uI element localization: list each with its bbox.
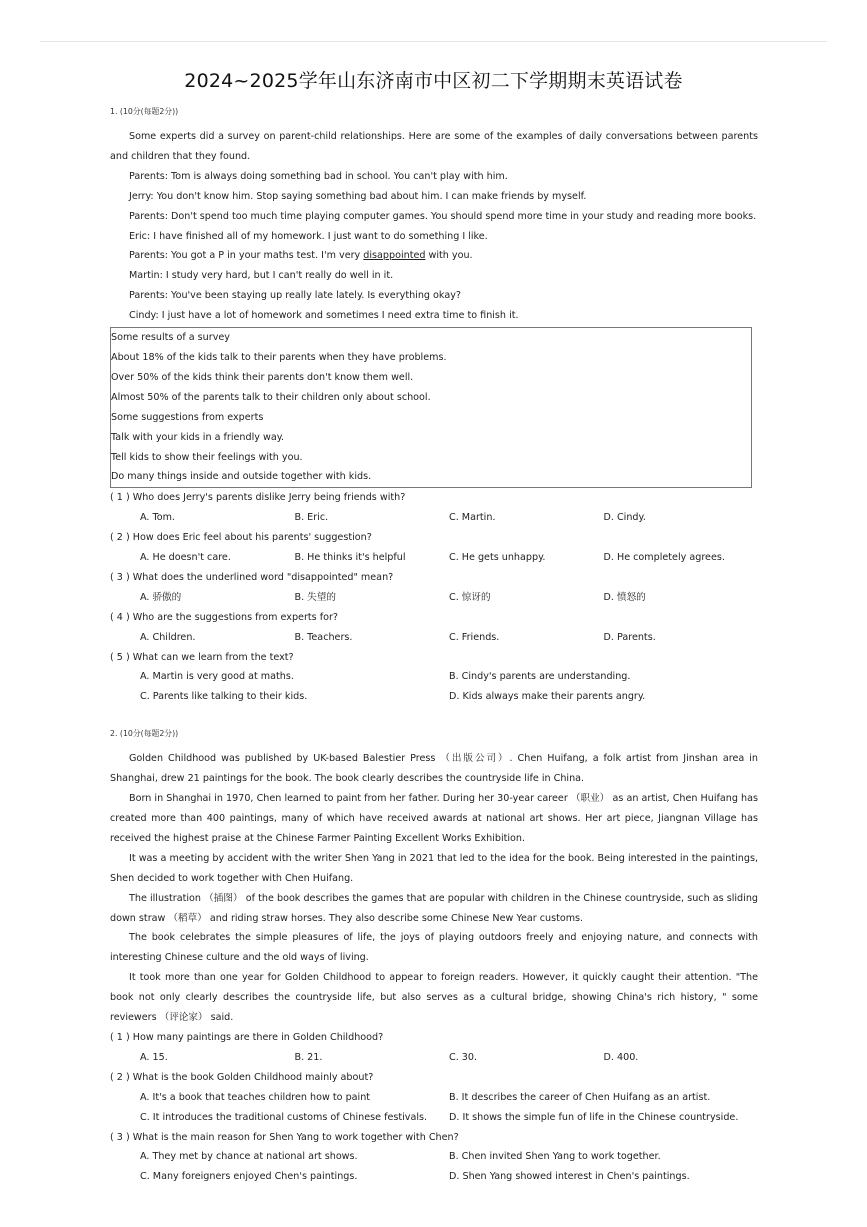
- option[interactable]: B. 失望的: [294, 591, 336, 603]
- page-title: 2024~2025学年山东济南市中区初二下学期期末英语试卷: [184, 70, 683, 92]
- q2-sub-question: ( 1 ) How many paintings are there in Golden Childhood?: [110, 1031, 384, 1043]
- q1-dialogue-line: Cindy: I just have a lot of homework and sometimes I need extra time to finish it.: [129, 310, 519, 322]
- option[interactable]: B. Eric.: [294, 512, 329, 524]
- option[interactable]: A. Tom.: [140, 512, 175, 524]
- option[interactable]: B. Teachers.: [294, 631, 353, 643]
- q2-sub-question: ( 3 ) What is the main reason for Shen Yang to work together with Chen?: [110, 1131, 459, 1143]
- option[interactable]: C. It introduces the traditional customs of Chinese festivals.: [140, 1111, 428, 1123]
- option[interactable]: A. 15.: [140, 1051, 168, 1063]
- option[interactable]: D. Shen Yang showed interest in Chen's paintings.: [449, 1171, 690, 1183]
- option[interactable]: C. He gets unhappy.: [449, 552, 546, 564]
- box-line: Over 50% of the kids think their parents don't know them well.: [111, 371, 414, 383]
- q2-options: [110, 1048, 758, 1068]
- option[interactable]: C. 30.: [449, 1051, 478, 1063]
- text-after: with you.: [425, 250, 473, 262]
- option[interactable]: C. 惊讶的: [449, 591, 491, 603]
- option[interactable]: C. Many foreigners enjoyed Chen's paintings.: [140, 1171, 358, 1183]
- q2-header: 2. (10分(每题2分)): [110, 729, 179, 739]
- option[interactable]: D. Kids always make their parents angry.: [449, 691, 646, 703]
- option[interactable]: A. It's a book that teaches children how to paint: [140, 1091, 371, 1103]
- q1-options: [110, 548, 758, 568]
- q1-sub-question: ( 2 ) How does Eric feel about his parents' suggestion?: [110, 532, 372, 544]
- option[interactable]: B. Cindy's parents are understanding.: [449, 671, 631, 683]
- q2-options: [110, 1088, 758, 1108]
- option[interactable]: A. They met by chance at national art shows.: [140, 1151, 358, 1163]
- option[interactable]: D. Cindy.: [603, 512, 646, 524]
- q1-dialogue-line: Eric: I have finished all of my homework. I just want to do something I like.: [129, 230, 488, 242]
- option[interactable]: D. It shows the simple fun of life in the Chinese countryside.: [449, 1111, 739, 1123]
- q2-options: [110, 1147, 758, 1167]
- q1-options: [110, 667, 758, 687]
- q1-options: [110, 628, 758, 648]
- box-line: About 18% of the kids talk to their parents when they have problems.: [111, 351, 447, 363]
- underlined-word: disappointed: [363, 250, 426, 262]
- box-line: Some suggestions from experts: [111, 411, 264, 423]
- q1-dialogue-line: Jerry: You don't know him. Stop saying something bad about him. I can make friends by myself.: [129, 190, 587, 202]
- option[interactable]: D. 愤怒的: [603, 591, 646, 603]
- q1-sub-question: ( 5 ) What can we learn from the text?: [110, 651, 294, 663]
- option[interactable]: C. Parents like talking to their kids.: [140, 691, 308, 703]
- option[interactable]: A. Martin is very good at maths.: [140, 671, 294, 683]
- box-line: Some results of a survey: [111, 332, 230, 344]
- page-top-divider: [40, 41, 827, 42]
- option[interactable]: D. Parents.: [603, 631, 656, 643]
- q1-options: [110, 508, 758, 528]
- q1-options: [110, 687, 758, 707]
- q1-sub-question: ( 1 ) Who does Jerry's parents dislike Jerry being friends with?: [110, 492, 406, 504]
- option[interactable]: B. Chen invited Shen Yang to work together.: [449, 1151, 661, 1163]
- q2-paragraph: It was a meeting by accident with the writer Shen Yang in 2021 that led to the idea for the book. Being interested in the paintings, Shen decided to work together with Chen Huifang.: [110, 852, 758, 884]
- box-line: Talk with your kids in a friendly way.: [111, 431, 285, 443]
- option[interactable]: B. It describes the career of Chen Huifang as an artist.: [449, 1091, 711, 1103]
- box-line: Almost 50% of the parents talk to their children only about school.: [111, 391, 431, 403]
- q2-paragraph: The book celebrates the simple pleasures of life, the joys of playing outdoors freely and enjoying nature, and connects with interesting Chinese culture and the old ways of living.: [110, 932, 758, 964]
- text-before: Parents: You got a P in your maths test. I'm very: [129, 250, 364, 262]
- option[interactable]: A. 骄傲的: [140, 591, 182, 603]
- box-line: Do many things inside and outside together with kids.: [111, 471, 372, 483]
- option[interactable]: D. 400.: [603, 1051, 639, 1063]
- option[interactable]: B. 21.: [294, 1051, 323, 1063]
- option[interactable]: C. Martin.: [449, 512, 496, 524]
- q1-dialogue-line: Martin: I study very hard, but I can't really do well in it.: [129, 270, 394, 282]
- q1-header: 1. (10分(每题2分)): [110, 107, 179, 116]
- option[interactable]: B. He thinks it's helpful: [294, 552, 406, 564]
- survey-box: [110, 327, 752, 488]
- option[interactable]: A. He doesn't care.: [140, 552, 231, 564]
- q2-paragraph: Born in Shanghai in 1970, Chen learned to paint from her father. During her 30-year career （职业） as an artist, Chen Huifang has created more than 400 paintings, many of which have received awards at national art shows. Her art piece, Jiangnan Village has received the highest praise at the Chinese Farmer Painting Excellent Works Exhibition.: [110, 793, 758, 844]
- q2-options: [110, 1108, 758, 1128]
- q1-sub-question: ( 4 ) Who are the suggestions from experts for?: [110, 611, 338, 623]
- section-gap: [110, 707, 758, 727]
- q1-options: [110, 588, 758, 608]
- q2-sub-question: ( 2 ) What is the book Golden Childhood mainly about?: [110, 1071, 374, 1083]
- box-line: Tell kids to show their feelings with you.: [111, 451, 303, 463]
- q2-paragraph: Golden Childhood was published by UK-based Balestier Press （出版公司）. Chen Huifang, a folk artist from Jinshan area in Shanghai, drew 21 paintings for the book. The book clearly describes the countryside life in China.: [110, 753, 758, 785]
- q1-dialogue-line: Parents: Don't spend too much time playing computer games. You should spend more time in your study and reading more books.: [129, 210, 757, 222]
- q1-dialogue-line: Parents: Tom is always doing something bad in school. You can't play with him.: [129, 170, 508, 182]
- q2-paragraph: The illustration （插图） of the book describes the games that are popular with children in the Chinese countryside, such as sliding down straw （稻草） and riding straw horses. They also describe some Chinese New Year customs.: [110, 892, 758, 924]
- q1-dialogue-line: Parents: You've been staying up really late lately. Is everything okay?: [129, 290, 461, 302]
- option[interactable]: A. Children.: [140, 631, 196, 643]
- q1-intro: Some experts did a survey on parent-child relationships. Here are some of the examples of daily conversations between parents and children that they found.: [110, 131, 758, 162]
- option[interactable]: C. Friends.: [449, 631, 500, 643]
- q2-paragraph: It took more than one year for Golden Childhood to appear to foreign readers. However, it quickly caught their attention. "The book not only clearly describes the countryside life, but also serves as a cultural bridge, showing China's rich history, " some reviewers （评论家） said.: [110, 972, 758, 1024]
- exam-content: [110, 105, 758, 1187]
- option[interactable]: D. He completely agrees.: [603, 552, 725, 564]
- q1-sub-question: ( 3 ) What does the underlined word "disappointed" mean?: [110, 571, 394, 583]
- q1-dialogue-line-underlined: [110, 246, 758, 266]
- q2-options: [110, 1167, 758, 1187]
